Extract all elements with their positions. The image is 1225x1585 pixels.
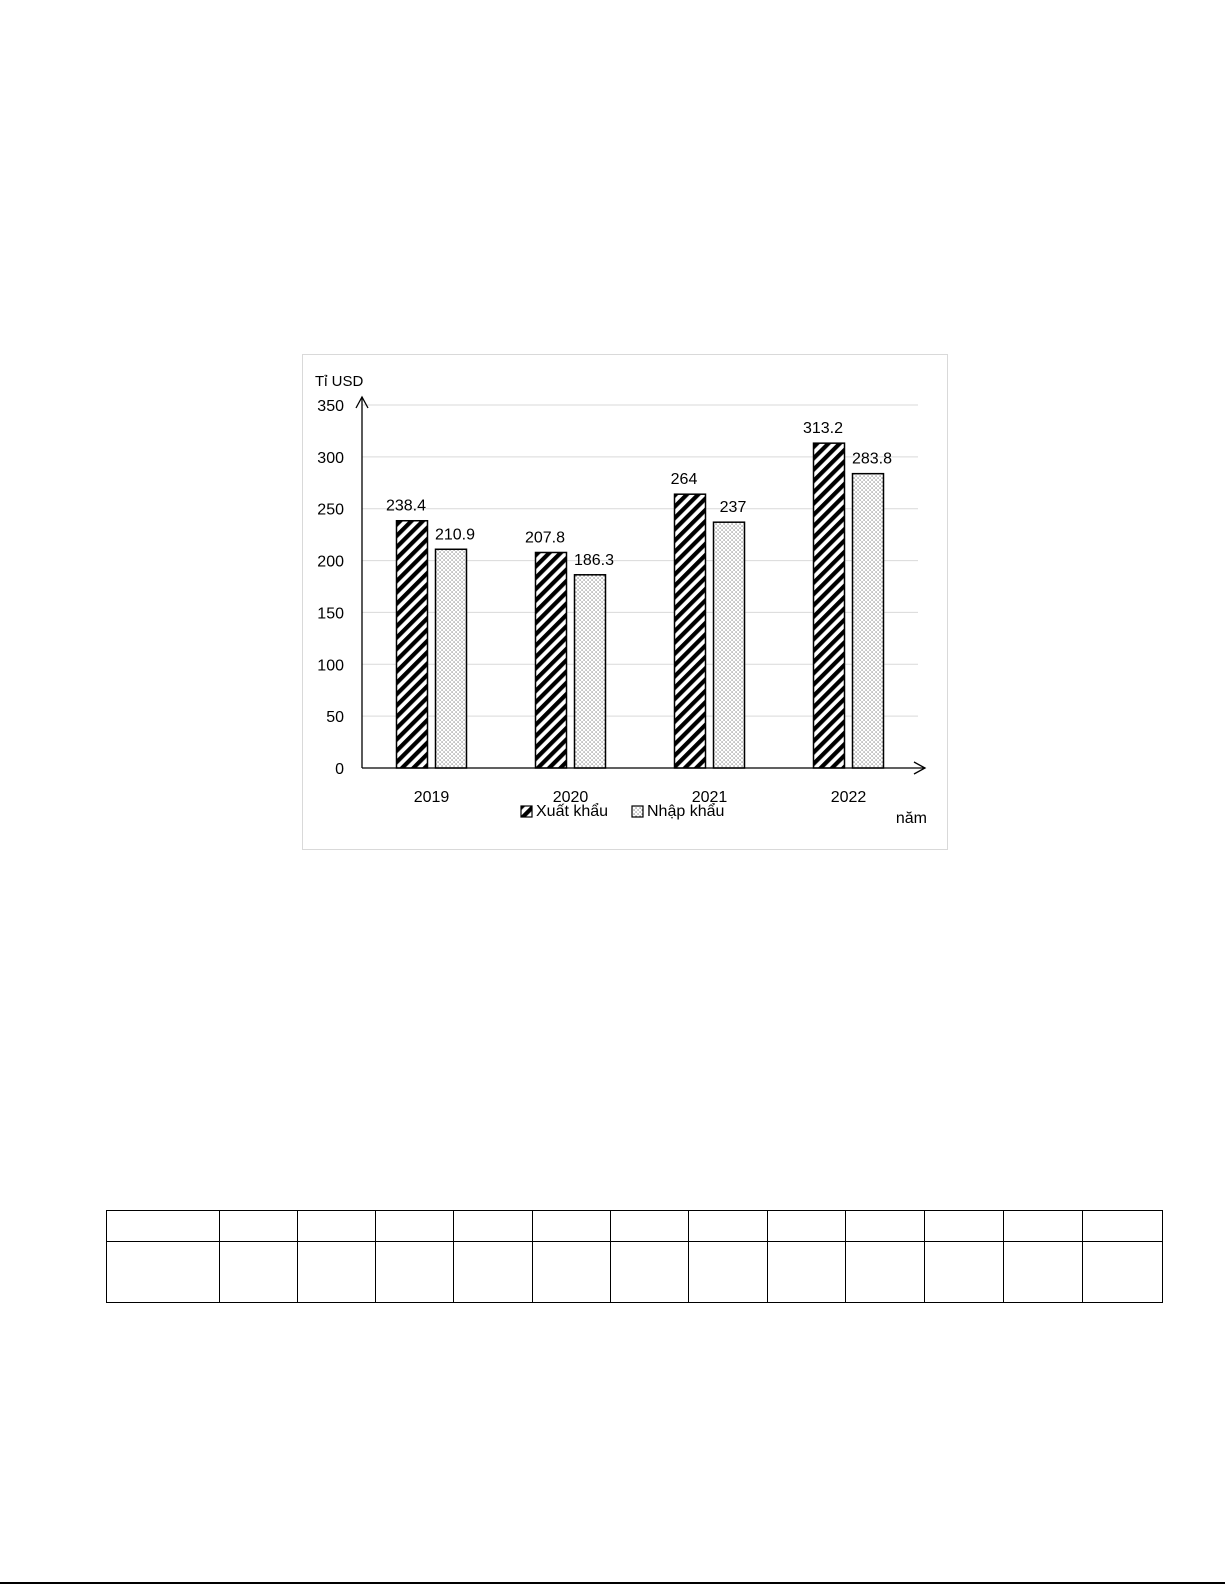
value-label: 264 bbox=[670, 471, 698, 489]
table-cell bbox=[768, 1242, 846, 1303]
table-cell bbox=[611, 1242, 689, 1303]
value-label: 210.9 bbox=[434, 526, 476, 544]
table-cell bbox=[846, 1211, 925, 1242]
bar-nhap-khau-2020 bbox=[575, 575, 606, 768]
table-cell bbox=[1083, 1211, 1163, 1242]
x-axis-title: năm bbox=[895, 810, 927, 827]
table-cell bbox=[107, 1242, 220, 1303]
bar-chart bbox=[303, 355, 949, 851]
x-tick-label: 2021 bbox=[691, 789, 728, 806]
value-label: 237 bbox=[719, 499, 747, 517]
x-tick-label: 2022 bbox=[830, 789, 867, 806]
y-tick-label: 300 bbox=[317, 449, 344, 467]
value-label: 238.4 bbox=[385, 497, 427, 515]
table-cell bbox=[689, 1242, 768, 1303]
value-label: 313.2 bbox=[802, 420, 844, 438]
bar-xuat-khau-2019 bbox=[397, 521, 428, 768]
legend-swatch-nhap-khau bbox=[632, 806, 643, 817]
value-label: 283.8 bbox=[851, 450, 893, 468]
y-tick-label: 50 bbox=[326, 709, 344, 727]
bar-nhap-khau-2022 bbox=[853, 474, 884, 768]
legend-label-nhap-khau: Nhập khẩu bbox=[647, 803, 725, 820]
table-cell bbox=[925, 1242, 1004, 1303]
y-tick-label: 200 bbox=[317, 553, 344, 571]
table-cell bbox=[846, 1242, 925, 1303]
table-cell bbox=[454, 1242, 533, 1303]
table-cell bbox=[1083, 1242, 1163, 1303]
answer-table bbox=[106, 1210, 1163, 1303]
table-cell bbox=[1004, 1242, 1083, 1303]
table-cell bbox=[107, 1211, 220, 1242]
legend-swatch-xuat-khau bbox=[521, 806, 532, 817]
table-cell bbox=[533, 1242, 611, 1303]
y-tick-label: 250 bbox=[317, 501, 344, 519]
table-cell bbox=[376, 1211, 454, 1242]
page-bottom-rule bbox=[0, 1582, 1225, 1584]
y-tick-label: 0 bbox=[335, 761, 344, 778]
y-tick-label: 350 bbox=[317, 398, 344, 415]
y-tick-label: 150 bbox=[317, 605, 344, 623]
value-label: 207.8 bbox=[524, 529, 566, 547]
table-cell bbox=[689, 1211, 768, 1242]
table-cell bbox=[376, 1242, 454, 1303]
y-tick-label: 100 bbox=[317, 657, 344, 675]
y-axis-title: Tỉ USD bbox=[315, 373, 364, 390]
table-row bbox=[107, 1242, 1163, 1303]
legend-label-xuat-khau: Xuất khẩu bbox=[536, 803, 609, 820]
table-cell bbox=[1004, 1211, 1083, 1242]
x-tick-label: 2020 bbox=[552, 789, 589, 806]
table-cell bbox=[220, 1211, 298, 1242]
bar-nhap-khau-2019 bbox=[436, 549, 467, 768]
table-cell bbox=[298, 1242, 376, 1303]
table-cell bbox=[768, 1211, 846, 1242]
table-cell bbox=[533, 1211, 611, 1242]
table-cell bbox=[611, 1211, 689, 1242]
table-cell bbox=[220, 1242, 298, 1303]
x-tick-label: 2019 bbox=[413, 789, 450, 806]
bar-xuat-khau-2021 bbox=[675, 494, 706, 768]
table-cell bbox=[454, 1211, 533, 1242]
table-row bbox=[107, 1211, 1163, 1242]
bar-xuat-khau-2022 bbox=[814, 443, 845, 768]
value-label: 186.3 bbox=[573, 551, 615, 569]
bar-xuat-khau-2020 bbox=[536, 552, 567, 768]
chart-frame bbox=[302, 354, 948, 850]
table-cell bbox=[298, 1211, 376, 1242]
bar-nhap-khau-2021 bbox=[714, 522, 745, 768]
table-cell bbox=[925, 1211, 1004, 1242]
